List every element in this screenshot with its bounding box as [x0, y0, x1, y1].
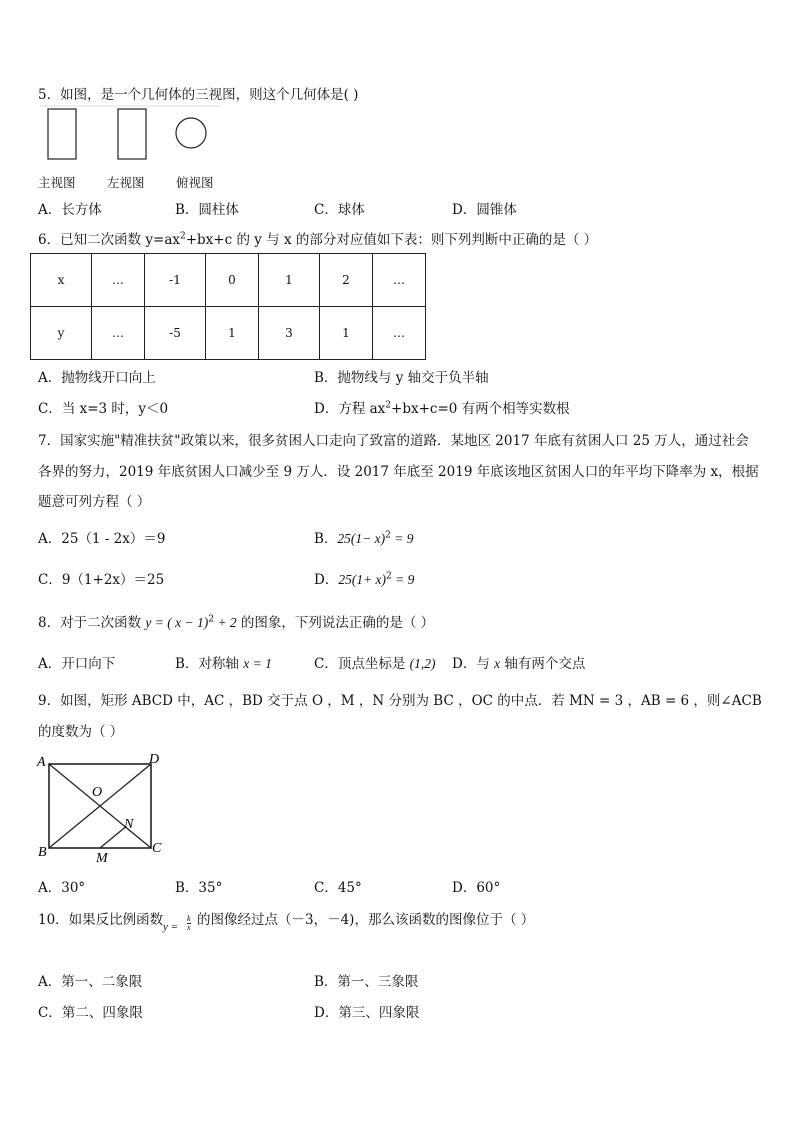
table-cell: 1 [320, 307, 373, 360]
q5-option-d: D．圆锥体 [452, 202, 517, 218]
table-cell: 1 [206, 307, 259, 360]
q6-option-c: C．当 x=3 时，y＜0 [38, 401, 169, 417]
fraction-denominator: x [187, 923, 191, 932]
q10-formula-fraction [187, 915, 191, 932]
q7-stem-line2: 各界的努力，2019 年底贫困人口减少至 9 万人．设 2017 年底至 2019 年底该地区贫困人口的年平均下降率为 x，根据 [38, 464, 759, 480]
table-cell: … [373, 307, 426, 360]
q5-option-b: B．圆柱体 [175, 202, 239, 218]
segment-mn [100, 827, 126, 848]
q8-option-d: D．与 x 轴有两个交点 [452, 656, 586, 672]
table-cell: 0 [206, 254, 259, 307]
q5-view-label-top: 俯视图 [176, 175, 214, 190]
fraction-numerator: k [187, 914, 191, 923]
q6-value-table [30, 253, 426, 360]
q8-stem: 8．对于二次函数 y = ( x − 1)$^2$ + 2 的图象，下列说法正确的是（ ） [38, 614, 435, 631]
q10-option-c: C．第二、四象限 [38, 1005, 143, 1021]
table-cell: 3 [259, 307, 320, 360]
q9-option-d: D．60° [452, 880, 501, 896]
label-M: M [96, 851, 108, 866]
label-C: C [152, 841, 162, 856]
q8-option-b: B．对称轴 x = 1 [175, 656, 272, 672]
label-N: N [124, 817, 134, 832]
q9-stem-line2: 的度数为（ ） [38, 724, 124, 740]
q6-option-d: D．方程 $ax^2+bx+c=0$ 有两个相等实数根 [314, 400, 570, 417]
table-cell: y [31, 307, 92, 360]
q7-option-d: D．$25(1+ x)^2 = 9$ [314, 571, 415, 588]
q10-option-b: B．第一、三象限 [314, 974, 419, 990]
q9-option-b: B．35° [175, 880, 223, 896]
label-A: A [37, 755, 46, 770]
q10-stem-a: 10．如果反比例函数 [38, 912, 164, 928]
q10-stem-b: 的图像经过点（－3，－4)，那么该函数的图像位于（ ） [197, 912, 535, 928]
q6-stem: 6．已知二次函数 $y=ax^2+bx+c$ 的 y 与 x 的部分对应值如下表：则下列判断中正确的是（ ） [38, 231, 598, 248]
q5-three-views-figure [40, 103, 240, 183]
front-view-rect [48, 109, 76, 159]
q9-option-a: A．30° [38, 880, 86, 896]
q5-view-label-front: 主视图 [38, 175, 76, 190]
table-row [31, 307, 426, 360]
q10-option-d: D．第三、四象限 [314, 1005, 420, 1021]
q10-formula-y: y = [163, 921, 179, 933]
table-cell: … [92, 254, 145, 307]
q8-option-a: A．开口向下 [38, 656, 116, 672]
q6-option-b: B．抛物线与 y 轴交于负半轴 [314, 370, 489, 386]
table-cell: x [31, 254, 92, 307]
q9-rectangle-figure [36, 752, 176, 866]
q8-option-c: C．顶点坐标是 (1,2) [314, 656, 436, 672]
top-view-circle [176, 118, 206, 148]
label-O: O [92, 785, 103, 800]
q7-stem-line3: 题意可列方程（ ） [38, 494, 151, 510]
q5-stem: 5．如图，是一个几何体的三视图，则这个几何体是( ) [38, 87, 359, 103]
label-D: D [149, 752, 160, 767]
q6-option-a: A．抛物线开口向上 [38, 370, 156, 386]
table-cell: … [92, 307, 145, 360]
table-row [31, 254, 426, 307]
table-cell: 1 [259, 254, 320, 307]
q10-option-a: A．第一、二象限 [38, 974, 143, 990]
q7-option-b: B．$25(1- x)^2 = 9$ [314, 530, 414, 547]
table-cell: 2 [320, 254, 373, 307]
q9-stem-line1: 9．如图，矩形 ABCD 中，AC ，BD 交于点 O ，M ，N 分别为 BC ，OC 的中点．若 MN = 3 ，AB = 6 ，则∠ACB [38, 693, 762, 709]
q5-option-c: C．球体 [314, 202, 365, 218]
side-view-rect [118, 109, 146, 159]
table-cell: … [373, 254, 426, 307]
q7-stem-line1: 7．国家实施"精准扶贫"政策以来，很多贫困人口走向了致富的道路．某地区 2017 年底有贫困人口 25 万人，通过社会 [38, 433, 749, 449]
table-cell: -5 [145, 307, 206, 360]
q9-option-c: C．45° [314, 880, 362, 896]
q7-option-c: C．9（1+2x）＝25 [38, 572, 165, 588]
table-cell: -1 [145, 254, 206, 307]
label-B: B [38, 845, 47, 860]
q5-option-a: A．长方体 [38, 202, 102, 218]
q5-view-label-side: 左视图 [107, 175, 145, 190]
q7-option-a: A．25（1 - 2x）＝9 [38, 531, 166, 547]
